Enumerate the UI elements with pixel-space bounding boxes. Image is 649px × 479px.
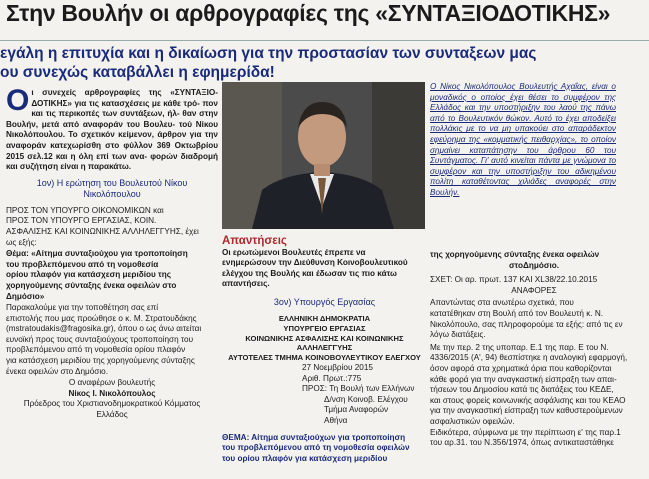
- section-3-title: 3ον) Υπουργός Εργασίας: [273, 296, 376, 307]
- intro-paragraph: Ο ι συνεχείς αρθρογραφίες της «ΣΥΝΤΑΞΙΟ- ΔΟΤΙΚΗΣ» για τις κατασχέσεις με κάθε τρό- πον και τις περικοπές των συντάξεων, ήλ- θαν στην Βουλήν, μετά από αναφοράν του Βουλευ- τού Νίκου Νικολόπουλου. Το σχετικόν κείμενον, άρθρον για την αναφοράν κατεχωρίσθη στο φύλλον 369 Οκτωβρίου 2015 σελ.12 και η όλη επί των ανα- φορών διαδρομή και συζήτηση είναι η παρακάτω.: [6, 84, 219, 172]
- body-text: Παρακαλούμε για την τοποθέτηση σας επί επιστολής που μας προώθησε ο κ. Μ. Στρατουδάκης (mstratoudakis@fragosika.gr), όπου ο ως άνω αιτείται ευνοϊκή προς τους συνταξιούχους τροποποίηση του προβλεπόμενου από τη νομοθεσία ορίου πλαφόν για κατάσχεση μεριδίου της χορηγούμενης σύνταξης ένεκα οφειλών στο Δημόσιο.: [6, 303, 202, 376]
- subhead-line-2: ου συνεχώς καταβάλλει η εφημερίδα!: [0, 64, 275, 81]
- right-column: [430, 250, 638, 449]
- answers-text: Οι ερωτώμενοι Βουλευτές έπρεπε να ενημερώσουν την Διεύθυνση Κοινοβουλευτικού ελέγχου της Βουλής και έδωσαν τις πιο κάτω απαντήσεις.: [222, 247, 408, 289]
- center-column: [222, 236, 427, 464]
- letter-meta: 27 Νοεμβρίου 2015 Αριθ. Πρωτ.:775 ΠΡΟΣ: Τη Βουλή των Ελλήνων Δ/νση Κοινοβ. Ελέγχου Τμήμα Αναφορών Αθήνα: [302, 362, 415, 425]
- article-paragraph: Με την περ. 2 της υποπαρ. Ε.1 της παρ. Ε του Ν. 4336/2015 (Α', 94) θεσπίστηκε η αναλογική εφαρμογή, όσον αφορά στα χρηματικά όρια που καθορίζονται κάθε φορά για την αναγκαστική είσπραξη των απαι- τήσεων του Δημοσίου κατά τις διατάξεις του ΚΕΔΕ, και στους φορείς κοινωνικής ασφάλισης και του ΚΕΑΟ για την αναγκαστική είσπραξη των καθυστερούμενων ασφαλιστικών οφειλών. Ειδικότερα, σύμφωνα με την περίπτωση ε' της παρ.1 του αρ.31. του Ν.356/1974, όπως αντικαταστάθηκε: [430, 342, 628, 448]
- ministry-header: ΕΛΛΗΝΙΚΗ ΔΗΜΟΚΡΑΤΙΑ ΥΠΟΥΡΓΕΙΟ ΕΡΓΑΣΙΑΣ ΚΟΙΝΩΝΙΚΗΣ ΑΣΦΑΛΙΣΗΣ ΚΑΙ ΚΟΙΝΩΝΙΚΗΣ ΑΛΛΗΛΕΓΓΥΗΣ ΑΥΤΟΤΕΛΕΣ ΤΜΗΜΑ ΚΟΙΝΟΒΟΥΛΕΥΤΙΚΟΥ ΕΛΕΓΧΟΥ: [228, 313, 421, 363]
- recipients: ΠΡΟΣ ΤΟΝ ΥΠΟΥΡΓΟ ΟΙΚΟΝΟΜΙΚΩΝ και ΠΡΟΣ ΤΟΝ ΥΠΟΥΡΓΟ ΕΡΓΑΣΙΑΣ, ΚΟΙΝ. ΑΣΦΑΛΙΣΗΣ ΚΑΙ ΚΟΙΝΩΝΙΚΗΣ ΑΛΛΗΛΕΓΓΥΗΣ, έχει ως εξής:: [6, 205, 199, 247]
- reference: ΣΧΕΤ: Οι αρ. πρωτ. 137 ΚΑΙ ΧL38/22.10.2015 ΑΝΑΦΟΡΕΣ: [430, 275, 598, 295]
- left-column: [6, 84, 219, 421]
- right-top-lines: της χορηγούμενης σύνταξης ένεκα οφειλών στοΔημόσιο.: [430, 250, 600, 270]
- reply-paragraph: Απαντώντας στα ανωτέρω σχετικά, που κατατέθηκαν στη Βουλή από τον Βουλευτή κ. Ν. Νικολόπουλο, σας πληροφορούμε τα εξής: από τις εν λόγω διατάξεις.: [430, 298, 623, 340]
- subheadline: [0, 44, 649, 82]
- signature: Ο αναφέρων βουλευτής Νίκος Ι. Νικολόπουλος Πρόεδρος του Χριστιανοδημοκρατικού Κόμματος Ελλάδος: [23, 378, 201, 420]
- drop-cap: Ο: [6, 84, 30, 117]
- letter-theme: ΘΕΜΑ: Αίτημα συνταξιούχων για τροποποίηση του προβλεπόμενου από τη νομοθεσία οφειλών του ορίου πλαφόν για κατάσχεση μεριδίου: [222, 432, 410, 463]
- answers-title: Απαντήσεις: [222, 235, 287, 247]
- subject: Θέμα: «Αίτημα συνταξιούχου για τροποποίηση του προβλεπόμενου από τη νομοθεσία ορίου πλαφόν για κατάσχεση μεριδίου της χορηγούμενης σύνταξης ένεκα οφειλών στο Δημόσιο»: [6, 249, 188, 301]
- headline: Στην Βουλήν οι αρθρογραφίες της «ΣΥΝΤΑΞΙΟΔΟΤΙΚΗΣ»: [6, 0, 611, 26]
- divider: [0, 40, 649, 41]
- subhead-line-1: εγάλη η επιτυχία και η δικαίωση για την προστασίαν των συνταξεων μας: [0, 45, 537, 62]
- portrait-illustration: [222, 82, 425, 229]
- section-1-title: 1ον) Η ερώτηση του Βουλευτού Νίκου Νικολόπουλου: [36, 177, 188, 199]
- photo-caption: Ο Νίκος Νικολόπουλος Βουλευτής Αχαΐας, είναι ο μοναδικός ο οποίος έχει θέσει το συμφέρον της Ελλάδος και την υποστήριξην του λαού της πάνω από το Βουλευτικόν θώκον. Αυτό το έχει αποδείξει πολλάκις με το να μη υπακούει στο απαράδεκτον εφεύρημα της «κομματικής πειθαρχίας», το οποίον σημαίνει καταπάτησην του άρθρου 60 του Συντάγματος. Γι' αυτό κινείται πάντα με γνώμονα το συμφέρον και την υποστήριξην του αδικημένου πολίτη καταθέτοντας χιλιάδες αναφορές στην Βουλήν.: [430, 82, 616, 197]
- portrait-photo: [222, 82, 425, 229]
